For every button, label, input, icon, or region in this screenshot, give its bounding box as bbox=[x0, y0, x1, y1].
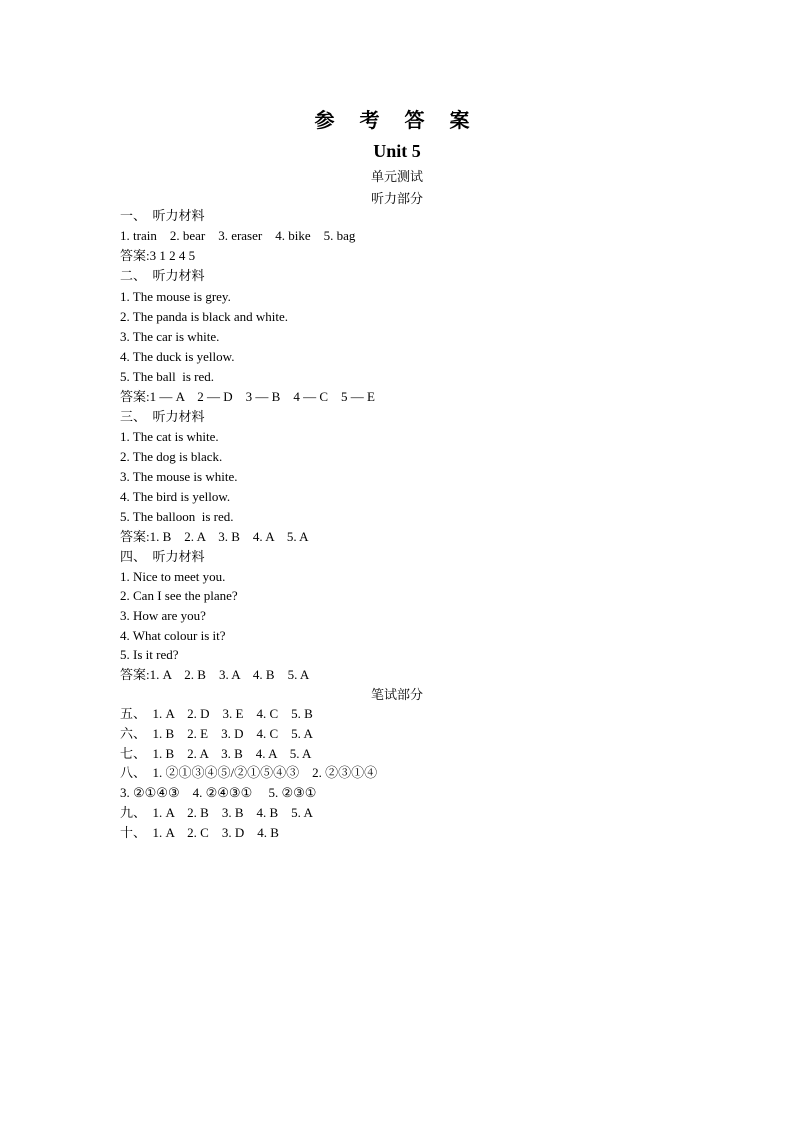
section-4-heading: 四、 听力材料 bbox=[120, 549, 205, 564]
written-answer-line: 五、 1. A 2. D 3. E 4. C 5. B bbox=[120, 706, 313, 721]
section-4-line: 2. Can I see the plane? bbox=[120, 588, 238, 603]
section-3-line: 2. The dog is black. bbox=[120, 449, 223, 464]
section-3-heading: 三、 听力材料 bbox=[120, 409, 205, 424]
listening-part-label: 听力部分 bbox=[370, 191, 423, 206]
section-2-line: 3. The car is white. bbox=[120, 329, 220, 344]
section-1-answer: 答案:3 1 2 4 5 bbox=[120, 248, 196, 263]
section-4-line: 5. Is it red? bbox=[120, 647, 179, 662]
section-3-answer: 答案:1. B 2. A 3. B 4. A 5. A bbox=[120, 529, 309, 544]
unit-test-label: 单元测试 bbox=[370, 169, 423, 184]
section-2-answer: 答案:1 — A 2 — D 3 — B 4 — C 5 — E bbox=[120, 389, 375, 404]
section-4-line: 3. How are you? bbox=[120, 608, 206, 623]
written-answer-line: 七、 1. B 2. A 3. B 4. A 5. A bbox=[120, 746, 312, 761]
section-2-line: 5. The ball is red. bbox=[120, 369, 214, 384]
section-1-material: 1. train 2. bear 3. eraser 4. bike 5. bag bbox=[120, 228, 356, 243]
section-4-line: 1. Nice to meet you. bbox=[120, 569, 226, 584]
section-4-answer: 答案:1. A 2. B 3. A 4. B 5. A bbox=[120, 667, 310, 682]
section-2-heading: 二、 听力材料 bbox=[120, 268, 205, 283]
written-answer-line: 六、 1. B 2. E 3. D 4. C 5. A bbox=[120, 726, 313, 741]
section-3-line: 5. The balloon is red. bbox=[120, 509, 234, 524]
section-1-heading: 一、 听力材料 bbox=[120, 208, 205, 223]
section-4-line: 4. What colour is it? bbox=[120, 628, 226, 643]
written-answer-line: 九、 1. A 2. B 3. B 4. B 5. A bbox=[120, 805, 313, 820]
section-2-line: 2. The panda is black and white. bbox=[120, 309, 288, 324]
section-3-line: 1. The cat is white. bbox=[120, 429, 219, 444]
written-answer-line: 八、 1. ②①③④⑤/②①⑤④③ 2. ②③①④ bbox=[120, 765, 378, 780]
unit-heading: Unit 5 bbox=[373, 141, 421, 161]
written-answer-line: 十、 1. A 2. C 3. D 4. B bbox=[120, 825, 279, 840]
written-answer-line: 3. ②①④③ 4. ②④③① 5. ②③① bbox=[120, 785, 317, 800]
section-2-line: 1. The mouse is grey. bbox=[120, 289, 231, 304]
written-part-label: 笔试部分 bbox=[370, 687, 423, 702]
page-title: 参 考 答 案 bbox=[314, 110, 480, 132]
section-3-line: 3. The mouse is white. bbox=[120, 469, 238, 484]
section-3-line: 4. The bird is yellow. bbox=[120, 489, 231, 504]
section-2-line: 4. The duck is yellow. bbox=[120, 349, 235, 364]
